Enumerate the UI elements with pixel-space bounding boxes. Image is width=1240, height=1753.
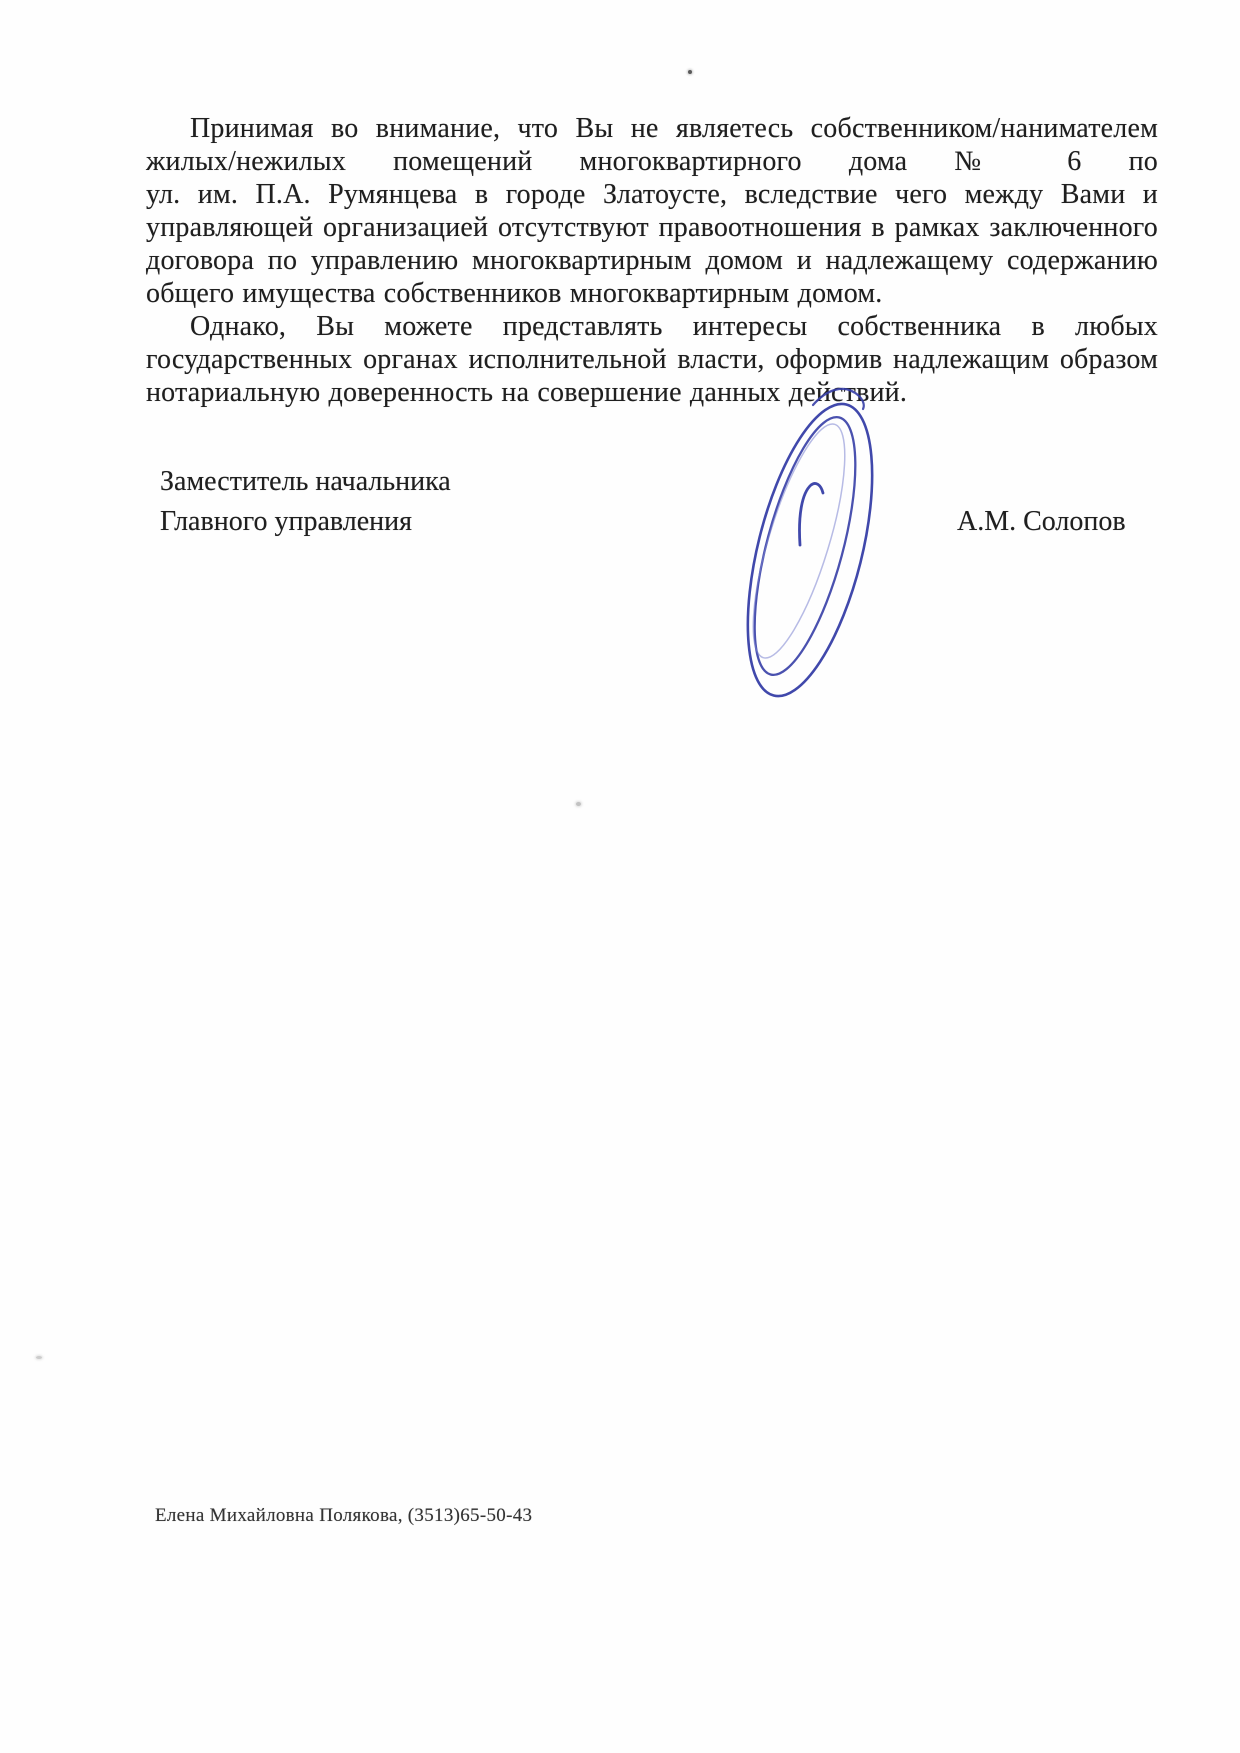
scan-speck <box>36 1356 42 1359</box>
text-line: Однако, Вы можете представлять интересы собственника в любых <box>190 311 1158 342</box>
signature-top-flick <box>813 389 864 409</box>
text-line: договора по управлению многоквартирным домом и надлежащему содержанию <box>146 245 1158 276</box>
signer-position-line-1: Заместитель начальника <box>160 466 451 497</box>
signer-name: А.М. Солопов <box>957 506 1126 537</box>
text-line: общего имущества собственников многоквартирным домом. <box>146 278 883 309</box>
text-line: Принимая во внимание, что Вы не являетесь собственником/нанимателем <box>190 113 1158 144</box>
paragraph-2 <box>146 310 1158 409</box>
signature-hook-stroke <box>799 483 823 545</box>
handwritten-signature <box>695 375 925 715</box>
signer-position-line-2: Главного управления <box>160 506 412 537</box>
text-line: управляющей организацией отсутствуют правоотношения в рамках заключенного <box>146 212 1158 243</box>
paragraph-1 <box>146 112 1158 310</box>
signature-block <box>160 462 1140 542</box>
text-line: ул. им. П.А. Румянцева в городе Златоусте, вследствие чего между Вами и <box>146 179 1158 210</box>
text-line: нотариальную доверенность на совершение данных действий. <box>146 377 908 408</box>
scan-speck <box>688 70 692 74</box>
text-line: жилых/нежилых помещений многоквартирного дома № 6 по <box>146 146 1158 177</box>
scan-speck <box>576 802 581 806</box>
text-line: государственных органах исполнительной власти, оформив надлежащим образом <box>146 344 1158 375</box>
letter-body <box>146 112 1158 409</box>
executor-contact-line: Елена Михайловна Полякова, (3513)65-50-43 <box>155 1505 533 1526</box>
